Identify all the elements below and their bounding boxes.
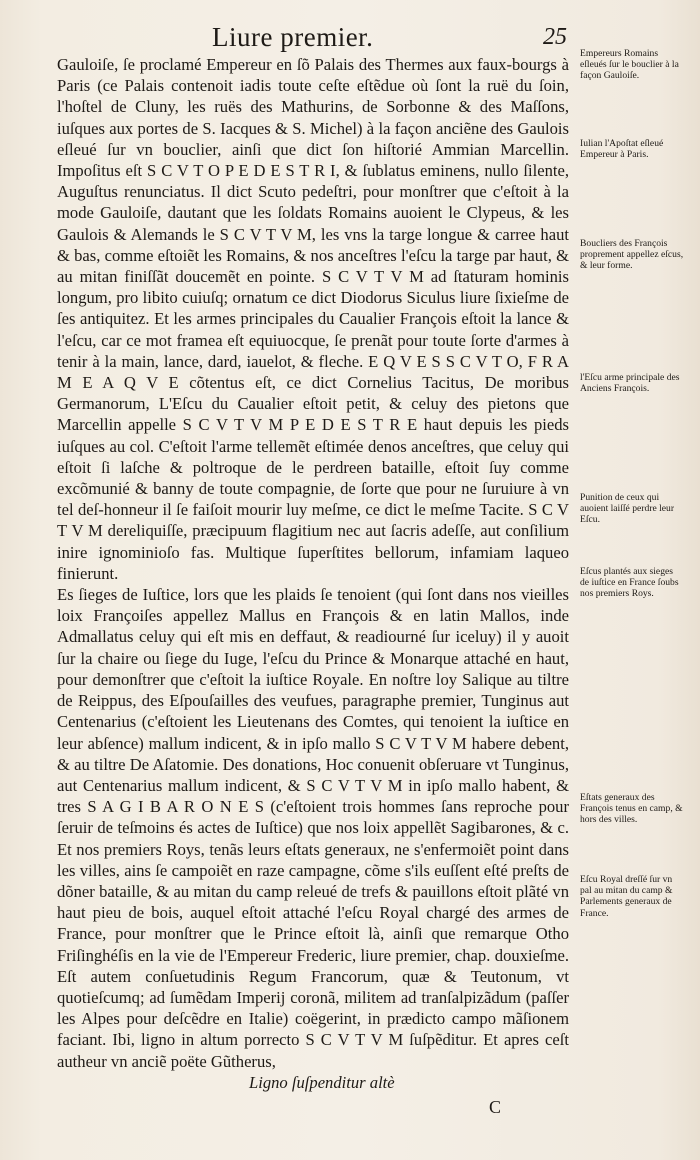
running-title: Liure premier.: [212, 22, 374, 52]
margin-note-5: Punition de ceux qui auoient laiſſé perdre leur Eſcu.: [580, 492, 675, 526]
margin-note-8: Eſcu Royal dreſſé ſur vn pal au mitan du camp & Parlements generaux de France.: [580, 874, 673, 919]
margin-note-3: Boucliers des François proprement appellez eſcus, & leur forme.: [580, 238, 684, 272]
margin-note-4: l'Eſcu arme principale des Anciens François.: [580, 372, 680, 395]
margin-note-1: Empereurs Romains eſleués ſur le bouclier à la façon Gauloiſe.: [580, 48, 679, 82]
margin-note-2: Iulian l'Apoſtat eſleué Empereur à Paris.: [580, 138, 664, 161]
signature-mark: C: [489, 1096, 502, 1117]
main-text-column: [57, 54, 569, 1118]
body-paragraph-2: Es ſieges de Iuſtice, lors que les plaids ſe tenoient (qui ſont dans nos vieilles loix Françoiſes appellez Mallus en François & en latin Mallos, inde Admallatus celuy qui eſt mis en deffaut, & readiourné ſur iceluy) il y auoit ſur la chaire ou ſiege du Iuge, l'eſcu du Prince & Monarque attaché en haut, pour demonſtrer que c'eſtoit la iuſtice Royale. En noſtre loy Salique au tiltre de Reippus, des Eſpouſailles des veufues, paragraphe premier, Tunginus aut Centenarius (c'eſtoient les Lieutenans des Comtes, qui tenoient la iuſtice en leur abſence) mallum indicent, & in ipſo mallo S C V T V M habere debent, & au tiltre De Aſatomie. Des donations, Hoc conuenit obſeruare vt Tunginus, aut Centenarius mallum indicent, & S C V T V M in ipſo mallo habent, & tres S A G I B A R O N E S (c'eſtoient trois hommes ſans reproche pour ſeruir de teſmoins és actes de Iuſtice) que nos loix appellẽt Sagibarones, & c. Et nos premiers Roys, tenãs leurs eſtats generaux, ne s'enfermoiẽt point dans les villes, ains ſe campoiẽt en raze campagne, cõme s'ils euſſent eſté preſts de dõner bataille, & au mitan du camp releué de trefs & pauillons eſtoit plãté vn haut pieu de bois, auquel eſtoit attaché l'eſcu Royal chargé des armes de France, pour monſtrer que le Prince eſtoit là, ainſi que remarque Otho Friſinghéſis en la vie de l'Empereur Frederic, liure premier, chap. douxieſme. Eſt autem conſuetudinis Regum Francorum, quæ & Teutonum, vt quotieſcumq; ad ſumẽdam Imperij coronã, militem ad tranſalpizãdum (paſſer les Alpes pour deſcẽdre en Italie) coëgerint, in prædicto campo mãſionem faciant. Ibi, ligno in altum porrecto S C V T V M ſuſpẽditur. Et apres ceſt autheur vn anciẽ poëte Gũtherus,: [57, 585, 569, 1071]
page-number: 25: [543, 24, 567, 50]
body-paragraph-1: Gauloiſe, ſe proclamé Empereur en ſõ Palais des Thermes aux faux-bourgs à Paris (ce Palais contenoit iadis toute ceſte eſtẽdue où ſont la ruë du ſoin, l'hoſtel de Cluny, les ruës des Mathurins, de Sorbonne & des Maſſons, iuſques aux portes de S. Iacques & S. Michel) à la façon anciẽne des Gaulois eſleué ſur vn bouclier, ainſi que dict ſon hiſtorié Ammian Marcellin. Impoſitus eſt S C V T O P E D E S T R I, & ſublatus eminens, nullo ſilente, Auguſtus renunciatus. Il dict Scuto pedeſtri, pour monſtrer que c'eſtoit à la mode Gauloiſe, dautant que les ſoldats Romains auoient le Clypeus, & les Gaulois & Alemands le S C V T V M, les vns la targe longue & carree haut & bas, comme eſtoiẽt les Romains, & nos anceſtres l'eſcu la targe par haut, & au mitan finiſſãt doucemẽt en pointe. S C V T V M ad ſtaturam hominis longum, pro libito cuiuſq; ornatum ce dict Diodorus Siculus liure ſixieſme de ſes antiquitez. Et les armes principales du Caualier François eſtoit la lance & l'eſcu, car ce mot framea eſt equiuocque, ſe prenãt pour toute ſorte d'armes à tenir à la main, lance, dard, iauelot, & fleche. E Q V E S S C V T O, F R A M E A Q V E cõtentus eſt, ce dict Cornelius Tacitus, De moribus Germanorum, L'Eſcu du Caualier eſtoit petit, & celuy des pietons que Marcellin appelle S C V T V M P E D E S T R E haut depuis les pieds iuſques au col. C'eſtoit l'arme tellemẽt eſtimée denos anceſtres, que celuy qui eſtoit ſi laſche & poltroque de le perdreen bataille, eſtoit ſuy comme excõmunié & banny de toute compagnie, de ſorte que pour ne ſuruiure à vn tel deſ-honneur il ſe faiſoit mourir luy meſme, ce dict le meſme Tacite. S C V T V M dereliquiſſe, præcipuum flagitium nec aut ſacris adeſſe, aut conſilium inire ignominioſo fas. Multique ſuperſtites bellorum, infamiam laqueo finierunt.: [57, 55, 569, 583]
verse-line: Ligno ſuſpenditur altè: [249, 1072, 395, 1092]
margin-note-6: Eſcus plantés aux sieges de iuſtice en France ſoubs nos premiers Roys.: [580, 566, 679, 600]
margin-note-7: Eſtats generaux des François tenus en camp, & hors des villes.: [580, 792, 683, 826]
